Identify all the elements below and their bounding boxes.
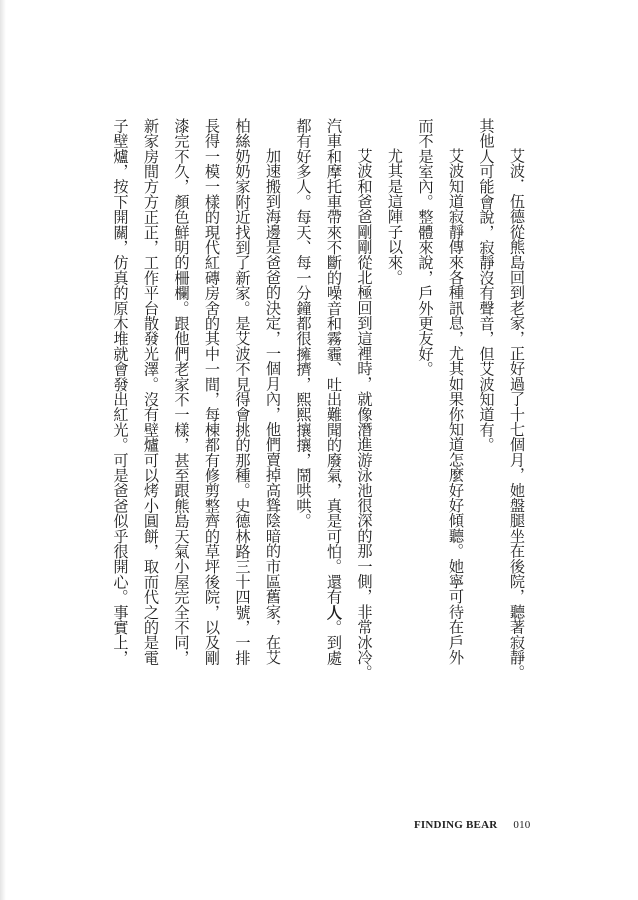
page-number: 010 [513, 819, 531, 831]
text-column-4: 而不是室內。整體來說，戶外更友好。 [416, 118, 435, 377]
text-column-14: 子壁爐，按下開關，仿真的原木堆就會發出紅光。可是爸爸似乎很開心。事實上， [111, 118, 130, 666]
text-column-11: 長得一模一樣的現代紅磚房舍的其中一間，每棟都有修剪整齊的草坪後院，以及剛 [203, 118, 221, 666]
text-segment: 汽車和摩托車帶來不斷的噪音和霧霾、吐出難聞的廢氣，真是可怕。還有 [325, 118, 343, 605]
body-text [105, 118, 532, 758]
text-column-1: 艾波．伍德從熊島回到老家，正好過了十七個月，她盤腿坐在後院，聽著寂靜。 [508, 148, 526, 681]
text-column-13: 新家房間方方正正，工作平台散發光澤。沒有壁爐可以烤小圓餅，取而代之的是電 [142, 118, 160, 666]
text-column-8: 都有好多人。每天、每一分鐘都很擁擠，熙熙攘攘，鬧哄哄。 [294, 118, 313, 529]
text-column-12: 漆完不久，顏色鮮明的柵欄。跟他們老家不一樣，甚至跟熊島天氣小屋完全不同， [172, 118, 191, 666]
text-segment: 。到處 [325, 619, 343, 666]
text-column-10: 柏絲奶奶家附近找到了新家。是艾波不見得會挑的那種。史德林路三十四號，一排 [233, 118, 252, 666]
page-edge-shadow [0, 0, 6, 900]
text-column-5: 尤其是這陣子以來。 [386, 148, 404, 286]
text-column-6: 艾波和爸爸剛剛從北極回到這裡時，就像潛進游泳池很深的那一側，非常冰冷。 [355, 148, 374, 681]
text-column-9: 加速搬到海邊是爸爸的決定，一個月內，他們賣掉高聳陰暗的市區舊家，在艾 [264, 148, 282, 666]
text-column-3: 艾波知道寂靜傳來各種訊息，尤其如果你知道怎麼好好傾聽。她寧可待在戶外 [447, 148, 465, 666]
page-footer [414, 819, 531, 831]
text-column-7 [319, 118, 350, 758]
text-column-2: 其他人可能會說，寂靜沒有聲音，但艾波知道有。 [477, 118, 496, 453]
book-title: FINDING BEAR [414, 819, 498, 831]
emphasized-text: 人 [325, 604, 343, 620]
